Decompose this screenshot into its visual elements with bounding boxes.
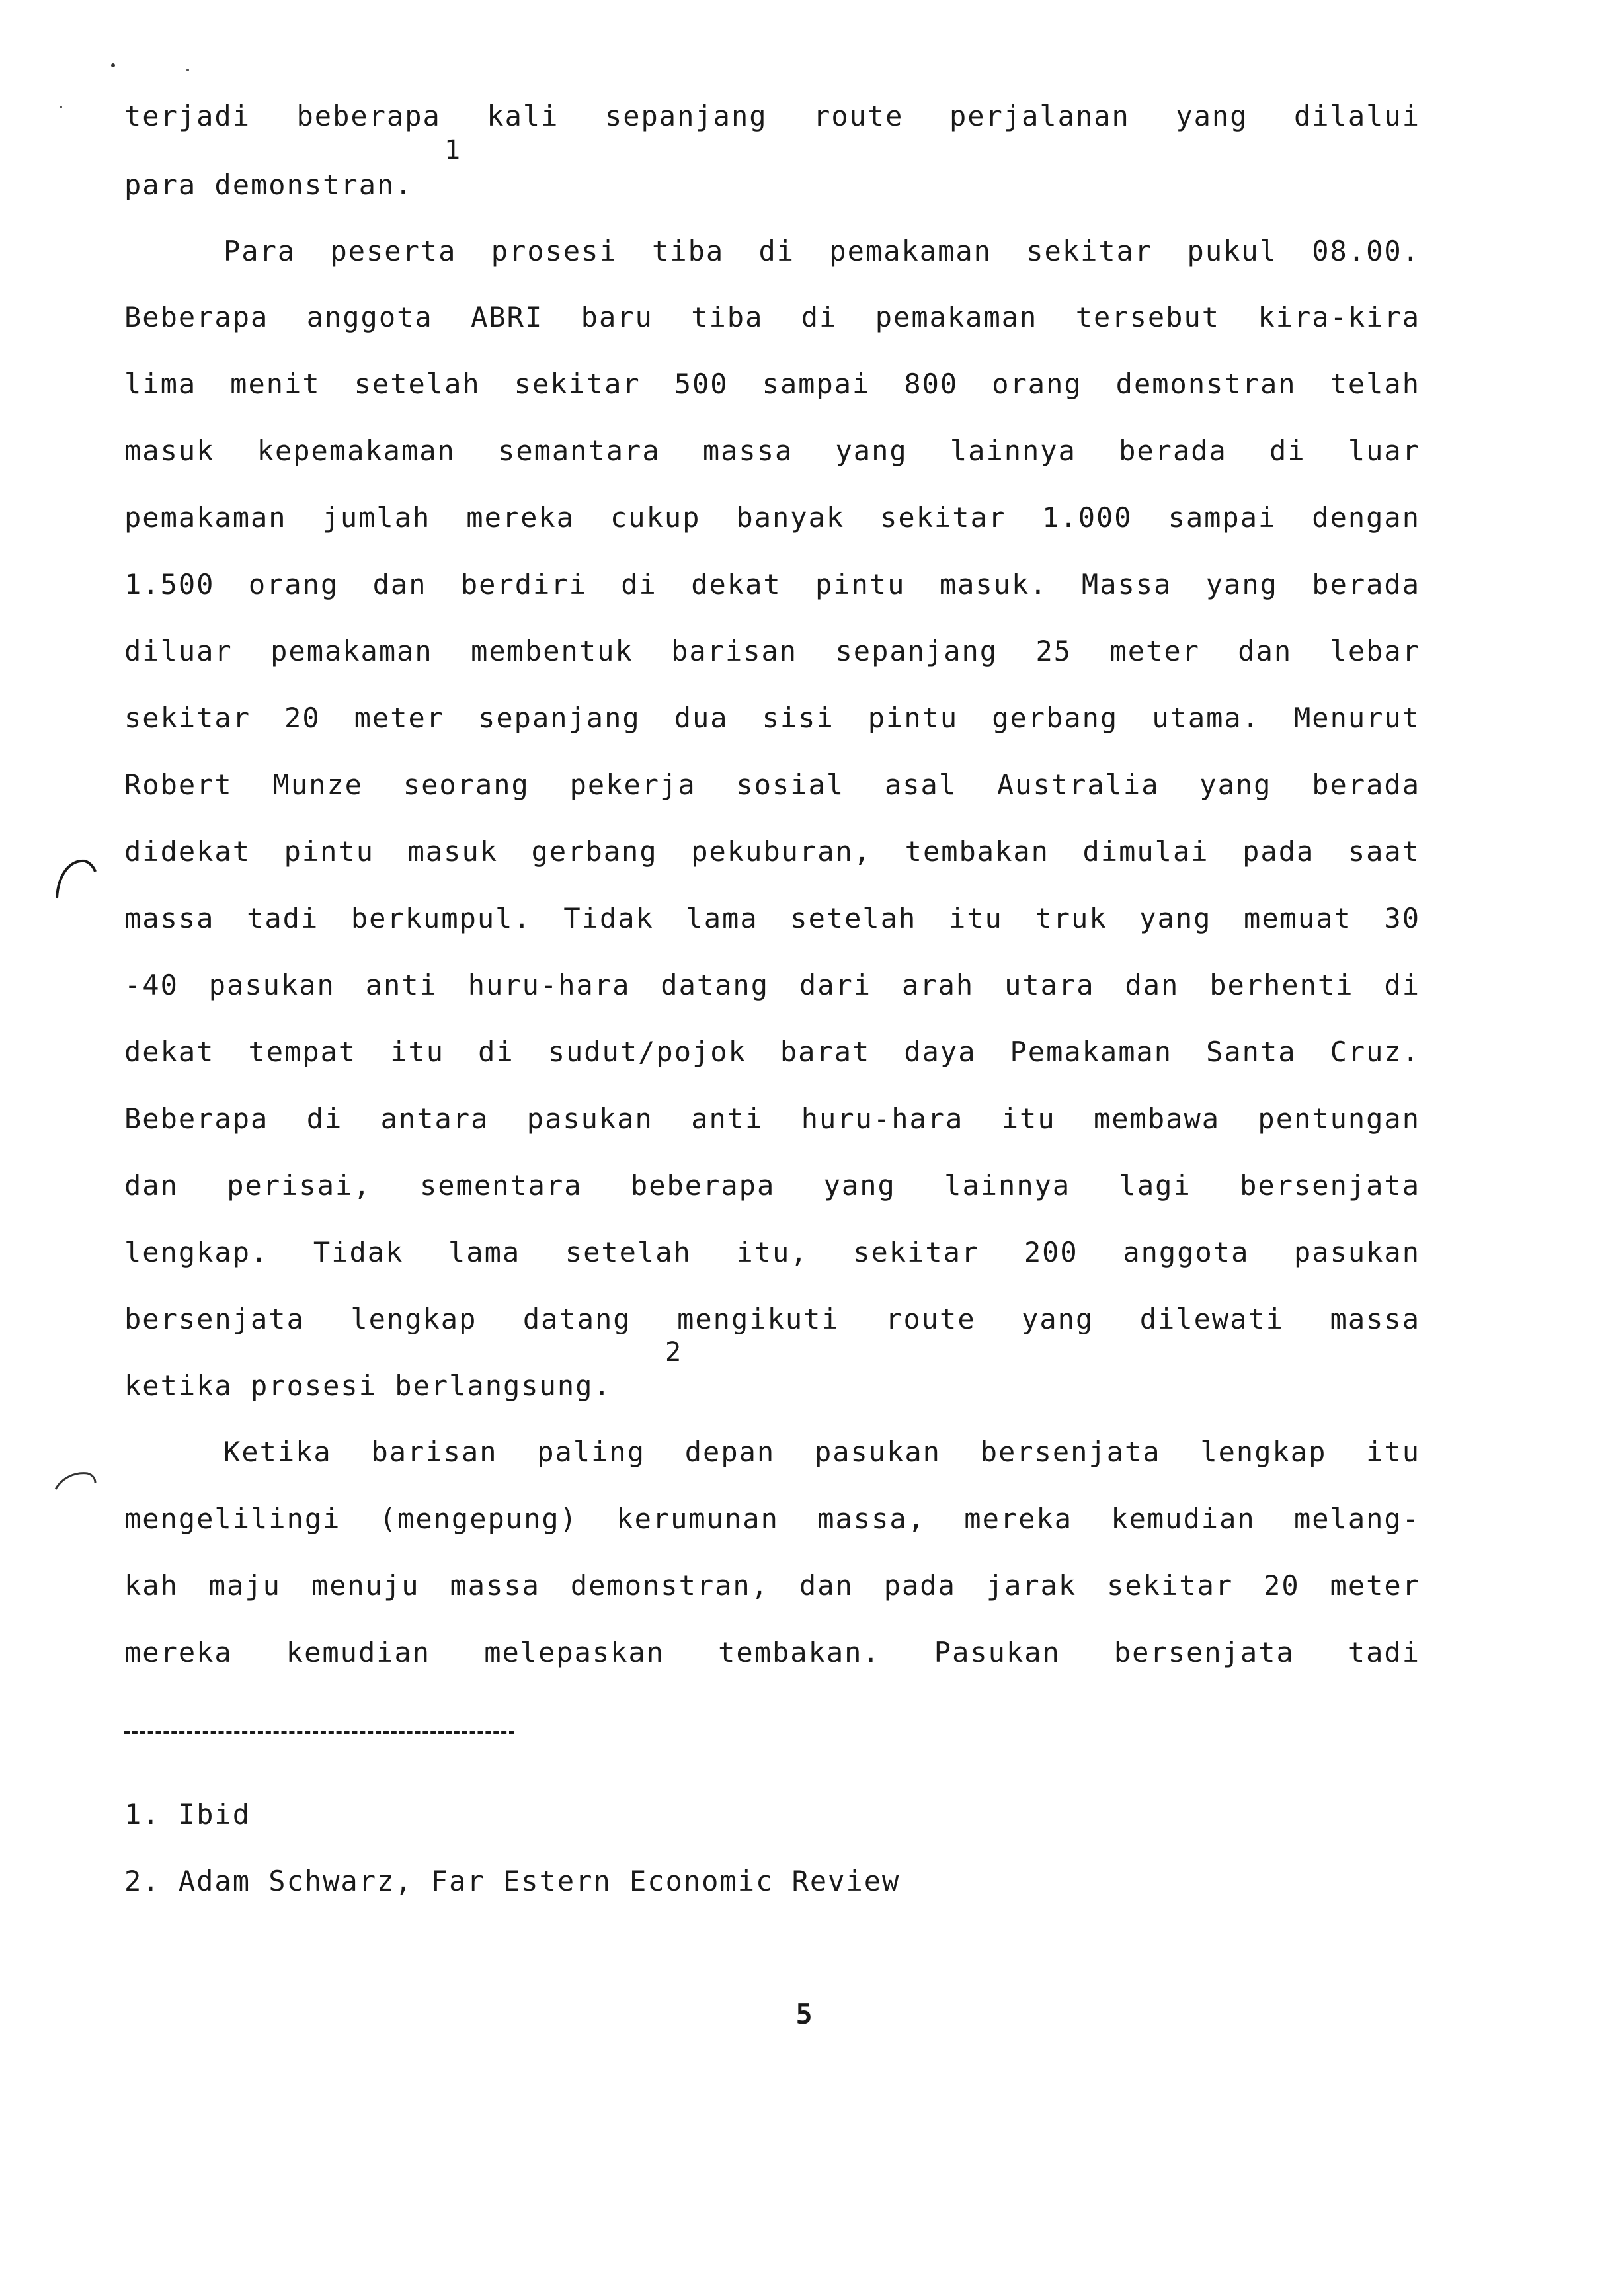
footnote-reference: 2	[665, 1337, 682, 1368]
paragraph-2-line: -40 pasukan anti huru-hara datang dari arah utara dan berhenti di	[124, 969, 1420, 1001]
hole-punch-arc-icon	[44, 848, 103, 901]
footnote-2: 2. Adam Schwarz, Far Estern Economic Review	[124, 1865, 901, 1897]
scan-speck	[60, 106, 62, 108]
footnote-separator	[124, 1731, 514, 1734]
paragraph-2-line: didekat pintu masuk gerbang pekuburan, tembakan dimulai pada saat	[124, 835, 1420, 868]
hole-punch-arc-icon	[49, 1463, 108, 1509]
paragraph-3-line: Ketika barisan paling depan pasukan bersenjata lengkap itu	[223, 1436, 1420, 1468]
page-number: 5	[795, 1998, 813, 2030]
footnote-1: 1. Ibid	[124, 1798, 251, 1830]
scan-speck	[111, 63, 115, 67]
paragraph-2-line: dekat tempat itu di sudut/pojok barat daya Pemakaman Santa Cruz.	[124, 1036, 1420, 1068]
paragraph-1-line: para demonstran.	[124, 169, 413, 201]
footnote-reference: 1	[444, 135, 461, 165]
paragraph-2-line: Robert Munze seorang pekerja sosial asal Australia yang berada	[124, 768, 1420, 801]
paragraph-2-line: lima menit setelah sekitar 500 sampai 800 orang demonstran telah	[124, 368, 1420, 400]
paragraph-2-line: sekitar 20 meter sepanjang dua sisi pintu gerbang utama. Menurut	[124, 702, 1420, 734]
paragraph-2-line: Para peserta prosesi tiba di pemakaman sekitar pukul 08.00.	[223, 235, 1420, 267]
paragraph-3-line: mengelilingi (mengepung) kerumunan massa, mereka kemudian melang-	[124, 1502, 1420, 1535]
paragraph-2-line: masuk kepemakaman semantara massa yang lainnya berada di luar	[124, 434, 1420, 467]
paragraph-2-line: dan perisai, sementara beberapa yang lainnya lagi bersenjata	[124, 1169, 1420, 1202]
paragraph-2-line: massa tadi berkumpul. Tidak lama setelah itu truk yang memuat 30	[124, 902, 1420, 934]
paragraph-2-line: 1.500 orang dan berdiri di dekat pintu masuk. Massa yang berada	[124, 568, 1420, 600]
paragraph-2-line: lengkap. Tidak lama setelah itu, sekitar 200 anggota pasukan	[124, 1236, 1420, 1268]
paragraph-2-line: bersenjata lengkap datang mengikuti route yang dilewati massa	[124, 1303, 1420, 1335]
paragraph-1-line: terjadi beberapa kali sepanjang route perjalanan yang dilalui	[124, 100, 1420, 132]
paragraph-2-line: Beberapa di antara pasukan anti huru-hara itu membawa pentungan	[124, 1102, 1420, 1135]
paragraph-2-line: diluar pemakaman membentuk barisan sepanjang 25 meter dan lebar	[124, 635, 1420, 667]
paragraph-3-line: kah maju menuju massa demonstran, dan pada jarak sekitar 20 meter	[124, 1569, 1420, 1602]
scan-speck	[186, 69, 189, 71]
paragraph-3-line: mereka kemudian melepaskan tembakan. Pasukan bersenjata tadi	[124, 1636, 1420, 1668]
paragraph-2-line: pemakaman jumlah mereka cukup banyak sekitar 1.000 sampai dengan	[124, 501, 1420, 534]
paragraph-2-line: ketika prosesi berlangsung.	[124, 1370, 612, 1402]
paragraph-2-line: Beberapa anggota ABRI baru tiba di pemakaman tersebut kira-kira	[124, 301, 1420, 333]
